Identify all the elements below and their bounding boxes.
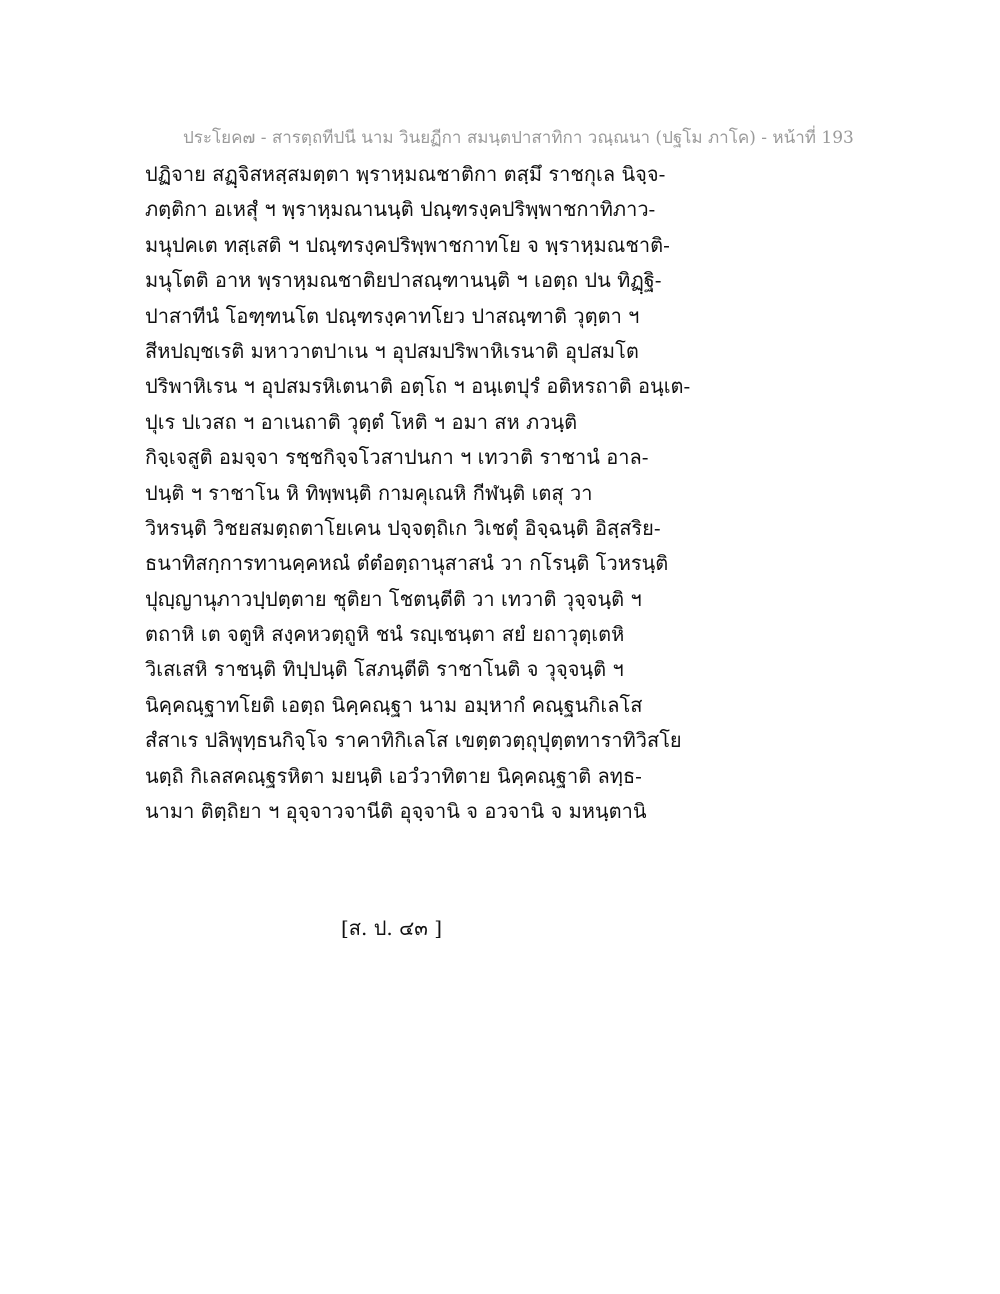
text-line-6: สีหปญฺชเรติ มหาวาตปาเน ฯ อุปสมปริพาหิเรนาติ อุปสมโต <box>145 338 639 363</box>
running-header: ประโยค๗ - สารตฺถทีปนี นาม วินยฏีกา สมนฺตปาสาทิกา วณฺณนา (ปฐโม ภาโค) - หน้าที่ 193 <box>183 128 854 148</box>
text-line-3: มนุปคเต ทสฺเสติ ฯ ปณฺฑรงฺคปริพฺพาชกาทโย จ พฺราหฺมณชาติ- <box>145 232 670 257</box>
text-line-15: วิเสเสหิ ราชนฺติ ทิปฺปนฺติ โสภนฺตีติ ราชาโนติ จ วุจฺจนฺติ ฯ <box>145 657 624 682</box>
text-line-9: กิจฺเจสูติ อมจฺจา รชฺชกิจฺจโวสาปนกา ฯ เทวาติ ราชานํ อาล- <box>145 445 649 470</box>
text-line-11: วิหรนฺติ วิชยสมตฺถตาโยเคน ปจฺจตฺถิเก วิเชตุํ อิจฺฉนฺติ อิสฺสริย- <box>145 515 661 540</box>
text-line-8: ปุเร ปเวสถ ฯ อาเนถาติ วุตฺตํ โหติ ฯ อมา สห ภวนฺติ <box>145 409 578 434</box>
text-line-4: มนุโตติ อาห พฺราหฺมณชาติยปาสณฺฑานนฺติ ฯ เอตฺถ ปน ทิฏฺฐิ- <box>145 268 662 293</box>
text-line-16: นิคฺคณฺฐาทโยติ เอตฺถ นิคฺคณฺฐา นาม อมฺหากํ คณฺฐนกิเลโส <box>145 692 643 717</box>
text-line-12: ธนาทิสกฺการทานคฺคหณํ ตํตํอตฺถานุสาสนํ วา กโรนฺติ โวหรนฺติ <box>145 551 669 576</box>
body-text <box>145 157 705 829</box>
text-line-2: ภตฺติกา อเหสุํ ฯ พฺราหฺมณานนฺติ ปณฺฑรงฺคปริพฺพาชกาทิภาว- <box>145 197 656 222</box>
text-line-5: ปาสาทีนํ โอฑฺฑนโต ปณฺฑรงฺคาทโยว ปาสณฺฑาติ วุตฺตา ฯ <box>145 303 640 328</box>
text-line-7: ปริพาหิเรน ฯ อุปสมรหิเตนาติ อตฺโถ ฯ อนฺเตปุรํ อติหรถาติ อนฺเต- <box>145 374 691 399</box>
text-line-13: ปุญฺญานุภาวปฺปตฺตาย ชุติยา โชตนฺตีติ วา เทวาติ วุจฺจนฺติ ฯ <box>145 586 642 611</box>
page-reference: [ส. ป. ๔๓ ] <box>341 916 443 940</box>
text-line-10: ปนฺติ ฯ ราชาโน หิ ทิพฺพนฺติ กามคุเณหิ กีฬนฺติ เตสุ วา <box>145 480 593 505</box>
text-line-14: ตถาหิ เต จตูหิ สงฺคหวตฺถูหิ ชนํ รญฺเชนฺตา สยํ ยถาวุตฺเตหิ <box>145 622 625 647</box>
text-line-18: นตฺถิ กิเลสคณฺฐรหิตา มยนฺติ เอวํวาทิตาย นิคฺคณฺฐาติ ลทฺธ- <box>145 763 642 788</box>
text-line-1: ปฏิจาย สฏฺจิสหสฺสมตฺตา พฺราหฺมณชาติกา ตสฺมึ ราชกุเล นิจฺจ- <box>145 162 666 186</box>
text-line-19: นามา ติตฺถิยา ฯ อุจฺจาวจานีติ อุจฺจานิ จ อวจานิ จ มหนฺตานิ <box>145 799 647 824</box>
text-line-17: สํสาเร ปลิพุทฺธนกิจฺโจ ราคาทิกิเลโส เขตฺตวตฺถุปุตฺตทาราทิวิสโย <box>145 728 682 753</box>
